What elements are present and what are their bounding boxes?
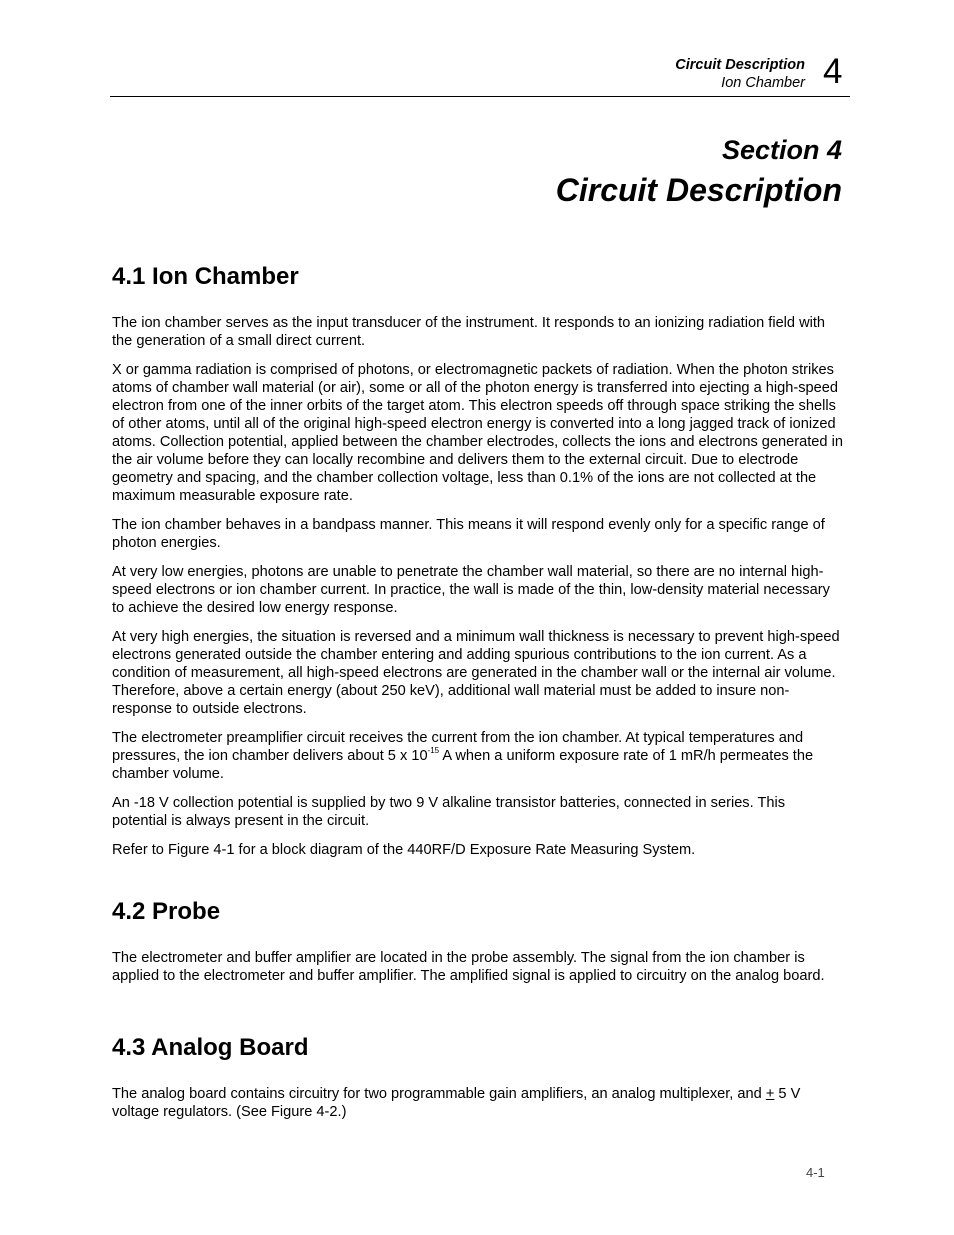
- chapter-number: 4: [823, 52, 843, 91]
- running-header: [675, 56, 805, 92]
- page-number: 4-1: [806, 1165, 825, 1180]
- exponent: -15: [427, 746, 440, 755]
- paragraph: Refer to Figure 4-1 for a block diagram of the 440RF/D Exposure Rate Measuring System.: [112, 842, 696, 858]
- section-label: Section 4: [721, 135, 842, 165]
- paragraph: An -18 V collection potential is supplied by two 9 V alkaline transistor batteries, connected in series. This potential is always present in the circuit.: [112, 795, 786, 829]
- paragraph: At very high energies, the situation is reversed and a minimum wall thickness is necessary to prevent high-speed electrons generated outside the chamber entering and adding spurious contributions to the ion current. As a condition of measurement, all high-speed electrons are generated in the chamber wall or the internal air volume. Therefore, above a certain energy (about 250 keV), additional wall material must be added to insure non-response to outside electrons.: [112, 629, 840, 717]
- header-divider: [110, 96, 850, 97]
- paragraph-text: The electrometer preamplifier circuit receives the current from the ion chamber. At typical temperatures and pressures, the ion chamber delivers about 5 x 10: [112, 730, 804, 764]
- probe-body: [112, 949, 844, 996]
- analog-board-body: [112, 1085, 844, 1132]
- heading-ion-chamber: 4.1 Ion Chamber: [112, 263, 299, 290]
- ion-chamber-body: [112, 314, 844, 870]
- paragraph: At very low energies, photons are unable to penetrate the chamber wall material, so there are no internal high-speed electrons or ion chamber current. In practice, the wall is made of the thin, low-density material necessary to achieve the desired low energy response.: [112, 564, 830, 616]
- running-header-chapter-title: Circuit Description: [675, 57, 805, 73]
- plus-minus-symbol: +: [765, 1086, 775, 1102]
- paragraph-text: A when a uniform exposure rate of 1 mR/h permeates the chamber volume.: [112, 748, 814, 782]
- paragraph: The electrometer and buffer amplifier are located in the probe assembly. The signal from the ion chamber is applied to the electrometer and buffer amplifier. The amplified signal is applied to circuitry on the analog board.: [112, 950, 825, 984]
- heading-analog-board: 4.3 Analog Board: [112, 1034, 309, 1061]
- paragraph: The ion chamber behaves in a bandpass manner. This means it will respond evenly only for a specific range of photon energies.: [112, 517, 825, 551]
- paragraph: The ion chamber serves as the input transducer of the instrument. It responds to an ionizing radiation field with the generation of a small direct current.: [112, 315, 826, 349]
- heading-probe: 4.2 Probe: [112, 898, 221, 925]
- paragraph: X or gamma radiation is comprised of photons, or electromagnetic packets of radiation. When the photon strikes atoms of chamber wall material (or air), some or all of the photon energy is transferred into ejecting a high-speed electron from one of the inner orbits of the target atom. This electron speeds off through space striking the shells of other atoms, until all of the original high-speed electron energy is converted into a long jagged track of ionized atoms. Collection potential, applied between the chamber electrodes, collects the ions and electrons generated in the air volume before they can locally recombine and delivers them to the external circuit. Due to electrode geometry and spacing, and the chamber collection voltage, less than 0.1% of the ions are not collected at the maximum measurable exposure rate.: [112, 362, 843, 504]
- paragraph: [112, 1085, 844, 1121]
- running-header-section-name: Ion Chamber: [721, 75, 805, 91]
- paragraph-text: The analog board contains circuitry for two programmable gain amplifiers, an analog multiplexer, and: [112, 1086, 766, 1102]
- page-title: Circuit Description: [555, 172, 842, 208]
- paragraph-text: 5 V voltage regulators. (See Figure 4-2.): [112, 1086, 801, 1120]
- paragraph: [112, 729, 844, 783]
